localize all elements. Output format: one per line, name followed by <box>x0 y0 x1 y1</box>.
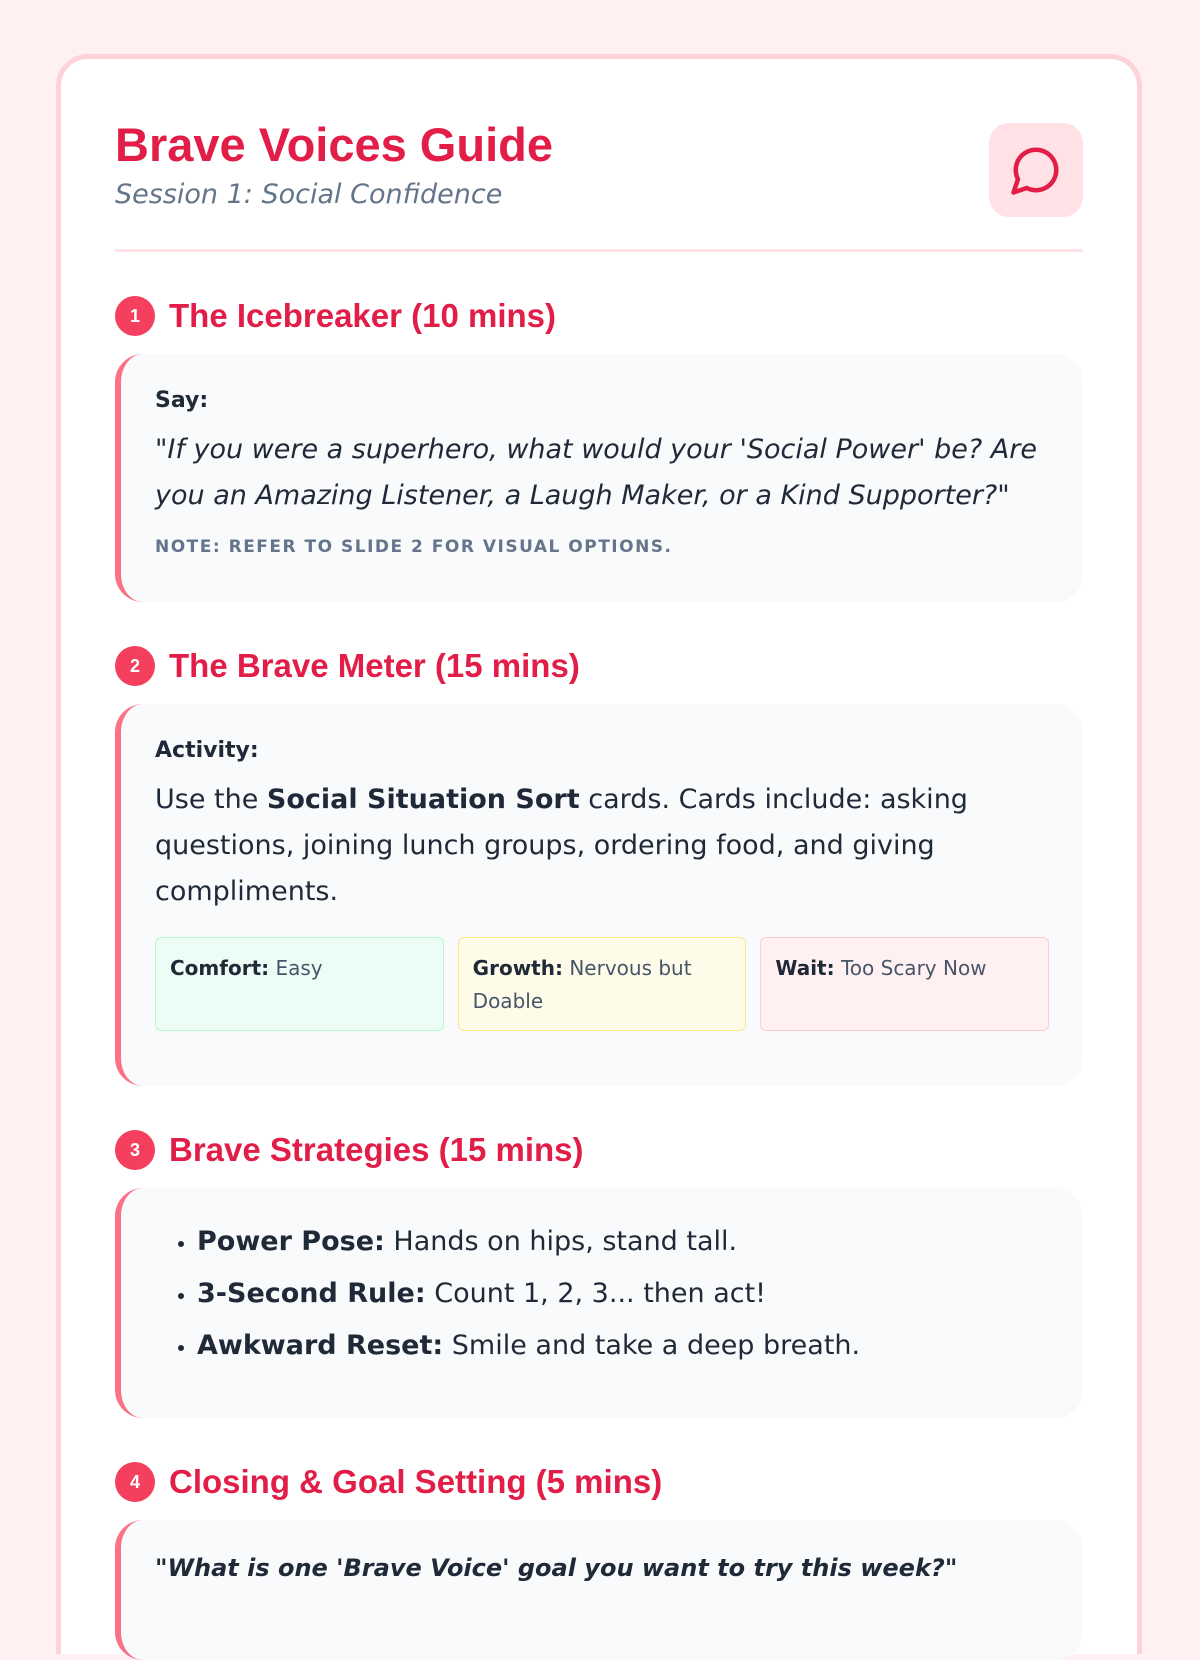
chat-button[interactable] <box>989 123 1083 217</box>
strategy-label: 3-Second Rule: <box>197 1278 426 1309</box>
section-title: Closing & Goal Setting (5 mins) <box>169 1463 663 1500</box>
page-subtitle: Session 1: Social Confidence <box>115 179 503 210</box>
strategy-label: Awkward Reset: <box>197 1330 444 1361</box>
say-label: Say: <box>155 388 209 413</box>
strategies-box <box>115 1188 1083 1418</box>
list-item <box>197 1216 1049 1268</box>
tier-comfort <box>155 937 444 1031</box>
strategy-list <box>155 1216 1049 1372</box>
activity-text-end: cards. Cards include: asking questions, joining lunch groups, ordering food, and giving compliments. <box>155 784 968 907</box>
strategy-value: Smile and take a deep breath. <box>451 1330 861 1361</box>
section-number-badge: 3 <box>115 1130 155 1170</box>
section-number-badge: 4 <box>115 1462 155 1502</box>
activity-text <box>155 777 1049 915</box>
tier-wait <box>760 937 1049 1031</box>
section-title: Brave Strategies (15 mins) <box>169 1131 584 1168</box>
section-3-heading <box>115 1128 1083 1172</box>
tier-value: Too Scary Now <box>840 956 987 980</box>
tier-label: Wait: <box>775 956 835 980</box>
slide-note: NOTE: REFER TO SLIDE 2 FOR VISUAL OPTIONS. <box>155 537 673 557</box>
closing-box <box>115 1520 1083 1660</box>
icebreaker-quote: "If you were a superhero, what would your 'Social Power' be? Are you an Amazing Listener, a Laugh Maker, or a Kind Supporter?" <box>155 434 1037 511</box>
activity-label: Activity: <box>155 738 259 763</box>
strategy-label: Power Pose: <box>197 1226 385 1257</box>
section-title: The Brave Meter (15 mins) <box>169 647 580 684</box>
list-item <box>197 1320 1049 1372</box>
brave-meter-box <box>115 704 1083 1086</box>
guide-header <box>115 117 1083 252</box>
tier-label: Growth: <box>472 956 563 980</box>
section-number-badge: 2 <box>115 646 155 686</box>
brave-meter-tiers <box>155 937 1049 1031</box>
activity-text-start: Use the <box>155 784 267 815</box>
guide-card <box>56 54 1142 1654</box>
goal-quote: "What is one 'Brave Voice' goal you want to try this week?" <box>155 1554 958 1582</box>
section-4-heading <box>115 1460 1083 1504</box>
tier-value: Easy <box>275 956 323 980</box>
tier-value: Nervous but Doable <box>472 956 692 1013</box>
strategy-value: Count 1, 2, 3... then act! <box>434 1278 766 1309</box>
icebreaker-box <box>115 354 1083 602</box>
strategy-value: Hands on hips, stand tall. <box>393 1226 738 1257</box>
tier-growth <box>458 937 747 1031</box>
section-title: The Icebreaker (10 mins) <box>169 297 557 334</box>
page-title: Brave Voices Guide <box>115 118 553 171</box>
section-number-badge: 1 <box>115 296 155 336</box>
tier-label: Comfort: <box>170 956 270 980</box>
section-2-heading <box>115 644 1083 688</box>
section-1-heading <box>115 294 1083 338</box>
chat-bubble-icon <box>1009 143 1063 197</box>
list-item <box>197 1268 1049 1320</box>
activity-card-name: Social Situation Sort <box>266 784 580 815</box>
